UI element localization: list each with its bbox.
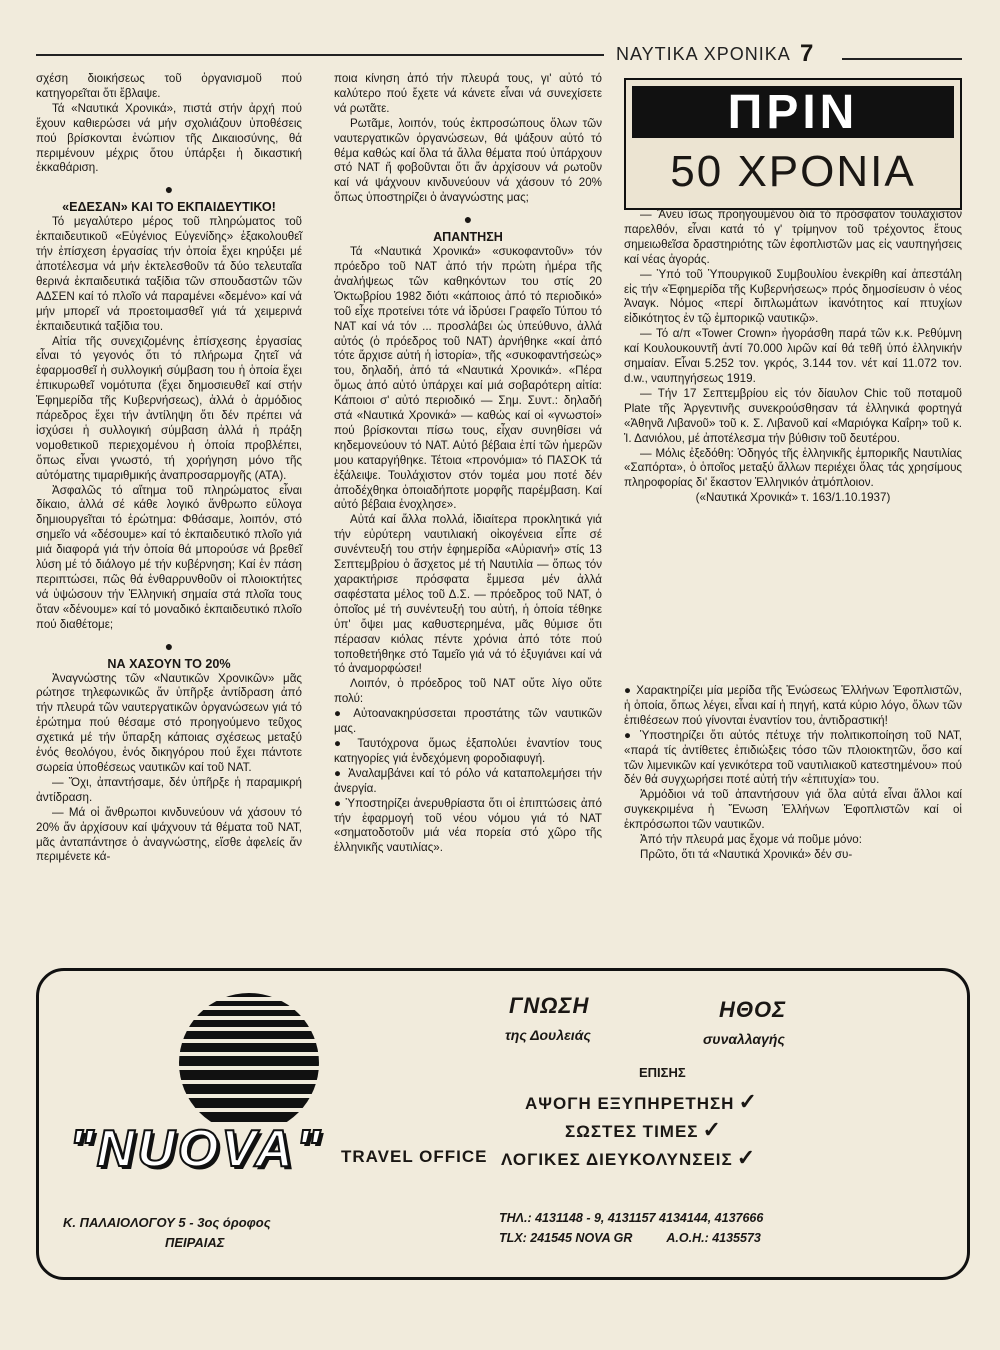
- nuova-logo: "NUOVA": [69, 1120, 324, 1178]
- paragraph: Τό μεγαλύτερο μέρος τοῦ πληρώματος τοῦ ἐκπαιδευτικοῦ «Εὐγένιος Εὐγενίδης» ἐξακολουθεῖ τήν ἐπίσχεση ἐργασίας τήν ὁποία ἔχει κηρύξει μέ ἀποτέλεσμα νά μήν ἐκτελεσθοῦν τά δύο τελευταῖα θερινά ἐκπαιδευτικά ταξίδια τῶν σπουδαστῶν τῶν ΑΔΣΕΝ καί τό πλοῖο νά παραμένει «δεμένο» καί νά μήν μπορεῖ νά προετοιμασθεῖ γιά τά χειμερινά ἐκπαιδευτικά ταξίδια του.: [36, 215, 302, 333]
- prin-50-years-box: [624, 78, 962, 210]
- page-number: 7: [800, 40, 814, 67]
- ad-facilities-line: [501, 1145, 756, 1171]
- telex-line: [499, 1231, 761, 1245]
- sunrise-logo-icon: [159, 983, 339, 1123]
- bullet-item: ● Αὐτοανακηρύσσεται προστάτης τῶν ναυτικῶν μας.: [334, 707, 603, 736]
- column-1: [36, 72, 302, 865]
- header-rule-right: [842, 58, 962, 60]
- checkmark-icon: ✓: [738, 1089, 758, 1114]
- ad-prices-line: [565, 1117, 722, 1143]
- section-bullet: ●: [463, 211, 473, 228]
- section-heading: «ΕΔΕΣΑΝ» ΚΑΙ ΤΟ ΕΚΠΑΙΔΕΥΤΙΚΟ!: [62, 200, 276, 215]
- section-heading: ΝΑ ΧΑΣΟΥΝ ΤΟ 20%: [107, 656, 231, 671]
- bullet-item: ● Ὑποστηρίζει ἀνερυθρίαστα ὅτι οἱ ἐπιπτώσεις ἀπό τήν ἐφαρμογή τοῦ νέου νόμου γιά τό ΝΑΤ «σηματοδοτοῦν μιά νέα πορεία στό χῶρο τῆς ἑλληνικῆς ναυτιλίας».: [334, 796, 602, 855]
- ad-line-text: ΣΩΣΤΕΣ ΤΙΜΕΣ: [565, 1122, 699, 1141]
- paragraph: — Μά οἱ ἄνθρωποι κινδυνεύουν νά χάσουν τό 20% ἄν ἀρχίσουν καί ψάχνουν τά θέματα τοῦ ΝΑΤ, μᾶς ἀνταπάντησε ὁ ἀναγνώστης, εἴσθε ἀφελείς ἄν περιμένετε κά-: [36, 805, 302, 864]
- masthead: ΝΑΥΤΙΚΑ ΧΡΟΝΙΚΑ: [616, 44, 791, 64]
- bullet-item: ● Ὑποστηρίζει ὅτι αὐτός πέτυχε τήν πολιτικοποίηση τοῦ ΝΑΤ, «παρά τίς ἀντίθετες ἐπιδιώξεις τόσο τῶν πλοιοκτητῶν, ὅσο καί τῶν λιμενικῶν καί γενικότερα τοῦ ναυτιλιακοῦ κατεστημένου» πού δέν θά συγχωρήσει ποτέ αὐτή τήν «ἐπιτυχία» του.: [624, 728, 962, 787]
- paragraph: Ἀπό τήν πλευρά μας ἔχομε νά ποῦμε μόνο:: [640, 833, 862, 847]
- section-heading: ΑΠΑΝΤΗΣΗ: [433, 230, 503, 245]
- bullet-text: Ταυτόχρονα ὅμως ἐξαπολύει ἐναντίον τους κατηγορίες γιά ἐνδεχόμενη φοροδιαφυγή.: [334, 736, 603, 765]
- address-city: ΠΕΙΡΑΙΑΣ: [165, 1235, 225, 1250]
- paragraph: — Ἄνευ ἴσως προηγουμένου διά τό πρόσφατον τουλάχιστον παρελθόν, εἶναι κατά τό γ' τρίμηνον τοῦ τρέχοντος ἔτους σημειωθεῖσα δραστηριότης τῶν ἐφοπλιστῶν μας εἰς ναυπηγήσεις καί νέας ἀγοράς.: [624, 208, 962, 266]
- paragraph: σχέση διοικήσεως τοῦ ὀργανισμοῦ πού κατηγορεῖται ὅτι ἔβλαψε.: [36, 72, 302, 100]
- paragraph: Αὐτά καί ἄλλα πολλά, ἰδιαίτερα προκλητικά γιά τήν εὐρύτερη ναυτιλιακή οἰκογένεια εἶπε σέ συνέντευξή του στήν ἐφημερίδα «Αὐριανή» στίς 13 Σεπτεμβρίου ὁ ἄσχετος μέ τή Ναυτιλία — ὅπως τόν χαρακτήρισε πρόσφατα ἔμμεσα μέν ἀλλά σαφέστατα μέλος τοῦ Δ.Σ. — πρόεδρος τοῦ ΝΑΤ, ὁ ὁποῖος μέ τή συνέντευξή του αὐτή, ἡ ὁποία τέθηκε ὑπ' ὄψει μας καθυστερημένα, μᾶς θύμισε ὅτι πέρασαν κιόλας πέντε χρόνια ἀπό τότε πού τοποθετήθηκε στό Ταμεῖο γιά νά τό ἐξυγιάνει καί νά τό ἀναμορφώσει!: [334, 513, 602, 676]
- paragraph: — Ὑπό τοῦ Ὑπουργικοῦ Συμβουλίου ἐνεκρίθη καί ἀπεστάλη εἰς τήν «Ἐφημερίδα τῆς Κυβερνήσεως» πρός δημοσίευσιν ὁ νέος Ἀναγκ. Νόμος «περί διπλωμάτων ἱκανότητος καί πτυχίων εἰδικότητος ἐν τῷ ἐμπορικῷ ναυτικῷ».: [624, 267, 962, 326]
- knowledge-subtitle: της Δουλειάς: [505, 1027, 591, 1043]
- travel-office-label: TRAVEL OFFICE: [341, 1147, 488, 1166]
- paragraph: — Μόλις ἐξεδόθη: Ὁδηγός τῆς ἑλληνικῆς ἐμπορικῆς Ναυτιλίας «Σαπόρτα», ὁ ὁποῖος μεταξύ ἄλλων περιέχει ὅλας τάς χρησίμους πληροφορίας δι' ἕκαστον Ἑλληνικόν ἀτμόπλοιον.: [624, 446, 962, 490]
- aoh-number: Α.Ο.Η.: 4135573: [666, 1231, 761, 1245]
- column-3-bottom: [624, 684, 962, 863]
- checkmark-icon: ✓: [736, 1145, 757, 1170]
- paragraph: Αἰτία τῆς συνεχιζομένης ἐπίσχεσης ἐργασίας εἶναι τό γεγονός ὅτι τό πλήρωμα ζητεῖ νά ἐφαρμοσθεῖ ἡ συλλογική σύμβαση του ἡ ὁποία ἔχει ἐπικυρωθεῖ νομότυπα (ἔχει δημοσιευθεῖ καί στήν Ἐφημερίδα τῆς Κυβερνήσεως), ἀλλά ὁ ἁρμόδιος πάρεδρος ἔχει τήν ἀντίληψη ὅτι δέν πρέπει νά ἰσχύσει ἡ συλλογική σύμβαση ἀλλά ἡ πράξη νομοθετικοῦ περιεχομένου ἡ ὁποία προβλέπει, ὅπως εἶναι γνωστό, τή χορήγηση μόνο τῆς αὐτόματης τιμαριθμικής ἀναπροσαρμογῆς (ΑΤΑ).: [36, 334, 302, 482]
- column-2: [334, 72, 602, 856]
- paragraph: Ἀσφαλῶς τό αἴτημα τοῦ πληρώματος εἶναι δίκαιο, ἀλλά σέ κάθε λογικό ἄνθρωπο εὔλογα δημιουργεῖται τό ἐρώτημα: Φθάσαμε, λοιπόν, στό σημεῖο νά «δέσουμε» καί τό ἐκπαιδευτικό πλοῖο γιά μιά διαφορά γιά τήν ὁποία θά μπορούσε νά βρεθεῖ λύση μέ τό διάλογο μέ τήν κυβέρνηση; Καί ἐν πάση περιπτώσει, πῶς θά ἐνθαρρυνθοῦν οἱ πλοιοκτήτες νά ὑψώσουν τήν Ἑλληνική σημαία στά πλοῖα τους ὅταν «δένουμε» καί τό μοναδικό ἐκπαιδευτικό πλοῖο πού διαθέτομε;: [36, 483, 302, 631]
- bullet-text: Ὑποστηρίζει ἀνερυθρίαστα ὅτι οἱ ἐπιπτώσεις ἀπό τήν ἐφαρμογή τοῦ νέου νόμου γιά τό ΝΑΤ «σηματοδοτοῦν μιά νέα πορεία στό χῶρο τῆς ἑλληνικῆς ναυτιλίας».: [334, 796, 602, 855]
- address-street: Κ. ΠΑΛΑΙΟΛΟΓΟΥ 5 - 3ος όροφος: [63, 1215, 271, 1230]
- paragraph: — Ὄχι, ἀπαντήσαμε, δέν ὑπῆρξε ἡ παραμικρή ἀντίδραση.: [36, 775, 302, 804]
- also-label: ΕΠΙΣΗΣ: [639, 1065, 686, 1080]
- section-bullet: ●: [164, 637, 174, 654]
- paragraph: Πρῶτο, ὅτι τά «Ναυτικά Χρονικά» δέν συ-: [640, 847, 853, 861]
- paragraph: — Τό α/π «Tower Crown» ἠγοράσθη παρά τῶν κ.κ. Ρεθύμνη καί Κουλουκουντῆ ἀντί 70.000 λιρῶν καί θά τεθῆ ὑπό ἑλληνικήν σημαίαν. Εἶναι 5.252 τον. γκρός, 3.144 τον. νέτ καί 11.072 τον. d.w., ναυπηγήσεως 1919.: [624, 327, 962, 385]
- ad-line-text: ΛΟΓΙΚΕΣ ΔΙΕΥΚΟΛΥΝΣΕΙΣ: [501, 1150, 733, 1169]
- ethos-subtitle: συναλλαγής: [703, 1031, 785, 1047]
- bullet-item: ● Χαρακτηρίζει μία μερίδα τῆς Ἑνώσεως Ἑλλήνων Ἐφοπλιστῶν, ἡ ὁποία, ὅπως λέγει, εἶναι καί ἡ πηγή, κατά κύριο λόγο, ὅλων τῶν ἐπιθέσεων πού γίνονται ἐναντίον του, ἀντιδραστική!: [624, 684, 962, 727]
- source-citation: («Ναυτικά Χρονικά» τ. 163/1.10.1937): [695, 491, 891, 505]
- knowledge-heading: ΓΝΩΣΗ: [509, 993, 590, 1018]
- prin-title: ΠΡΙΝ: [632, 86, 954, 138]
- checkmark-icon: ✓: [702, 1117, 722, 1142]
- bullet-item: ● Ταυτόχρονα ὅμως ἐξαπολύει ἐναντίον τους κατηγορίες γιά ἐνδεχόμενη φοροδιαφυγή.: [334, 736, 603, 765]
- ad-service-line: [525, 1089, 758, 1115]
- header-rule-left: [36, 54, 604, 56]
- paragraph: Τά «Ναυτικά Χρονικά» «συκοφαντοῦν» τόν πρόεδρο τοῦ ΝΑΤ ἀπό τήν πρώτη ἡμέρα τῆς ἀναλήψεως τῶν καθηκόντων του στίς 20 Ὀκτωβρίου 1982 διότι «κάποιος ἀπό τό περιοδικό» τοῦ εἶχε προτείνει τότε νά ἱδρύσει Γραφεῖο Τύπου τό ΝΑΤ καί νά τόν ... προσλάβει ὡς ὑπεύθυνο, ἀλλά αὐτός (ὁ πρόεδρος τοῦ ΝΑΤ) ἀρνήθηκε «καί ἀπό τότε ἄρχισε αὐτή ἡ ἱστορία», τῆς «συκοφαντήσεώς» του, δηλαδή, ἀπό τά «Ναυτικά Χρονικά». «Πέρα ὅμως ἀπό αὐτό ὑπάρχει καί μιά σοβαρότερη αἰτία: Κάποιοι σ' αὐτό περιοδικό — Σημ. Συντ.: δηλαδή στά «Ναυτικά Χρονικά» — καθώς καί οἱ «γνωστοί» πού βρίσκονται πίσω τους, εἶχαν συνηθίσει νά κηδεμονεύουν τό ΝΑΤ. Αὐτό βέβαια ἐπί τῶν ἡμερῶν μου καταργήθηκε. Τέτοια «προνόμια» τό ΠΑΣΟΚ τά ἐξάλειψε. Τουλάχιστον στόν τομέα μου ποτέ δέν ἀποδέχθηκα ὁποιαδήποτε μορφῆς παρέμβαση. Καί αὐτό βέβαια ἐνοχλησε».: [334, 245, 602, 512]
- fifty-years-title: 50 ΧΡΟΝΙΑ: [670, 147, 916, 196]
- nuova-advertisement: [36, 968, 970, 1280]
- bullet-text: Ὑποστηρίζει ὅτι αὐτός πέτυχε τήν πολιτικοποίηση τοῦ ΝΑΤ, «παρά τίς ἀντίθετες ἐπιδιώξεις τόσο τῶν πλοιοκτητῶν, ὅσο καί τῶν λιμενικῶν καί γενικότερα τοῦ ναυτιλιακοῦ κατεστημένου» πού δέν θά συγχωρήσει ποτέ αὐτή τήν «ἐπιτυχία» του.: [624, 728, 962, 787]
- section-bullet: ●: [164, 181, 174, 198]
- paragraph: Τά «Ναυτικά Χρονικά», πιστά στήν ἀρχή πού ἔχουν καθιερώσει νά μήν σχολιάζουν ὑποθέσεις πού βρίσκονται ἐνώπιον τῆς Δικαιοσύνης, θά περιμένουν μέχρις ὅτου ὑπάρξει ἡ δικαστική ἐκκαθάριση.: [36, 101, 302, 175]
- paragraph: Λοιπόν, ὁ πρόεδρος τοῦ ΝΑΤ οὔτε λίγο οὔτε πολύ:: [334, 677, 602, 706]
- bullet-text: Ἀναλαμβάνει καί τό ρόλο νά καταπολεμήσει τήν ἀνεργία.: [334, 766, 602, 795]
- paragraph: — Τήν 17 Σεπτεμβρίου εἰς τόν δίαυλον Chic τοῦ ποταμοῦ Plate τῆς Ἀργεντινῆς συνεκρούσθησαν τά ἑλληνικά φορτηγά «Ἀθηνᾶ Λιβανοῦ» τοῦ κ. Σ. Λιβανοῦ καί «Μαριόγκα Καΐρη» τοῦ κ. Ἰ. Δανιόλου, μέ ἀποτέλεσμα τήν βύθισιν τοῦ δευτέρου.: [624, 386, 962, 445]
- paragraph: Ἀναγνώστης τῶν «Ναυτικῶν Χρονικῶν» μᾶς ρώτησε τηλεφωνικῶς ἄν ὑπῆρξε ἀντίδραση ἀπό τήν πλευρά τῶν ναυτεργατικῶν ὀργανώσεων γιά τό ἐρώτημα πού θέσαμε στό προηγούμενο τεῦχος σχετικά μέ τήν ὕπαρξη κάποιας σχέσεως μεταξύ ἑνός θεολόγου, ἑνός δικηγόρου πού ἔχει πάντοτε σωρεία ὑποθέσεως ναυτικῶν καί τοῦ ΝΑΤ.: [36, 671, 302, 774]
- ad-line-text: ΑΨΟΓΗ ΕΞΥΠΗΡΕΤΗΣΗ: [525, 1094, 735, 1113]
- telex-number: TLX: 241545 NOVA GR: [499, 1231, 633, 1245]
- bullet-text: Χαρακτηρίζει μία μερίδα τῆς Ἑνώσεως Ἑλλήνων Ἐφοπλιστῶν, ἡ ὁποία, ὅπως λέγει, εἶναι καί ἡ πηγή, κατά κύριο λόγο, ὅλων τῶν ἐπιθέσεων πού γίνονται ἐναντίον του, ἀντιδραστική!: [624, 684, 962, 727]
- bullet-text: Αὐτοανακηρύσσεται προστάτης τῶν ναυτικῶν μας.: [334, 707, 603, 736]
- bullet-item: ● Ἀναλαμβάνει καί τό ρόλο νά καταπολεμήσει τήν ἀνεργία.: [334, 766, 602, 795]
- telephone-numbers: ΤΗΛ.: 4131148 - 9, 4131157 4134144, 4137666: [499, 1211, 764, 1225]
- paragraph: Ρωτᾶμε, λοιπόν, τούς ἐκπροσώπους ὅλων τῶν ναυτεργατικῶν ὀργανώσεων, θά ψάξουν αὐτό τό θέμα καθώς καί ὅλα τά ἄλλα θέματα πού ὑπάρχουν στό ΝΑΤ ἤ φοβοῦνται ὅτι ἄν ἀρχίσουν νά ρωτοῦν καί νά ψάχνουν κινδυνεύουν νά χάσουν τό 20% ὅπως ὑποστηρίζει ὁ ἀναγνώστης μας;: [334, 116, 602, 205]
- paragraph: Ἁρμόδιοι νά τοῦ ἀπαντήσουν γιά ὅλα αὐτά εἶναι ἄλλοι καί συγκεκριμένα ἡ Ἕνωση Ἑλλήνων Ἐφοπλιστῶν καί οἱ ἐκπρόσωποι τῶν ναυτικῶν.: [624, 788, 962, 832]
- ethos-heading: ΗΘΟΣ: [719, 997, 787, 1022]
- paragraph: ποια κίνηση ἀπό τήν πλευρά τους, γι' αὐτό τό καλύτερο πού ἔχετε νά κάνετε εἶναι νά συνεχίσετε νά ρωτᾶτε.: [334, 72, 602, 115]
- column-3-top: [624, 208, 962, 506]
